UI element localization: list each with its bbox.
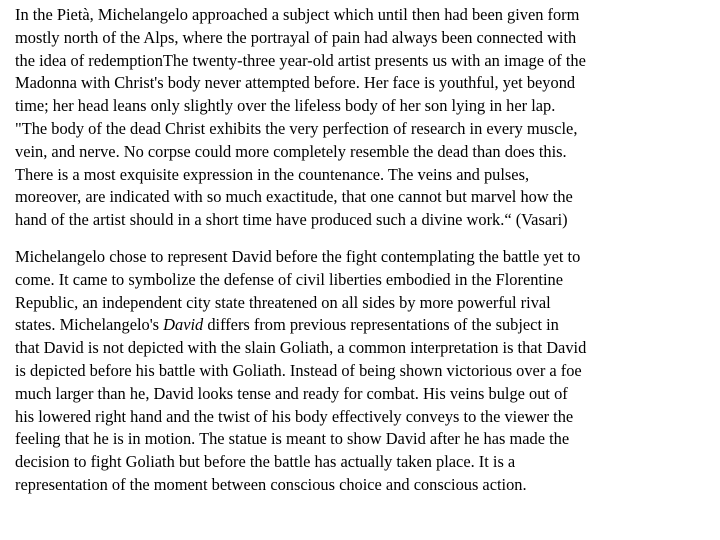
pieta-paragraph: In the Pietà, Michelangelo approached a subject which until then had been given form mostly north of the Alps, where the portrayal of pain had always been connected with the idea of redemptionThe twenty-three year-old artist presents us with an image of the Madonna with Christ's body never attempted before. Her face is youthful, yet beyond time; her head leans only slightly over the lifeless body of her son lying in her lap. "The body of the dead Christ exhibits the very perfection of research in every muscle, vein, and nerve. No corpse could more completely resemble the dead than does this. There is a most exquisite expression in the countenance. The veins and pulses, moreover, are indicated with so much exactitude, that one cannot but marvel how the hand of the artist should in a short time have produced such a divine work.“ (Vasari): [15, 5, 586, 230]
david-paragraph: [15, 246, 715, 497]
david-paragraph-body: differs from previous representations of the subject in that David is not depicted with the slain Goliath, a common interpretation is that David is depicted before his battle with Goliath. Instead of being shown victorious over a foe much larger than he, David looks tense and ready for combat. His veins bulge out of his lowered right hand and the twist of his body effectively conveys to the viewer the feeling that he is in motion. The statue is meant to show David after he has made the decision to fight Goliath but before the battle has actually taken place. It is a representation of the moment between conscious choice and conscious action.: [15, 315, 587, 494]
document-body: [15, 4, 715, 497]
david-paragraph-intro: Michelangelo chose to represent David before the fight contemplating the battle yet to come. It came to symbolize the defense of civil liberties embodied in the Florentine Republic, an independent city state threatened on all sides by more powerful rival states. Michelangelo's: [15, 246, 581, 335]
david-title: David: [163, 315, 204, 335]
